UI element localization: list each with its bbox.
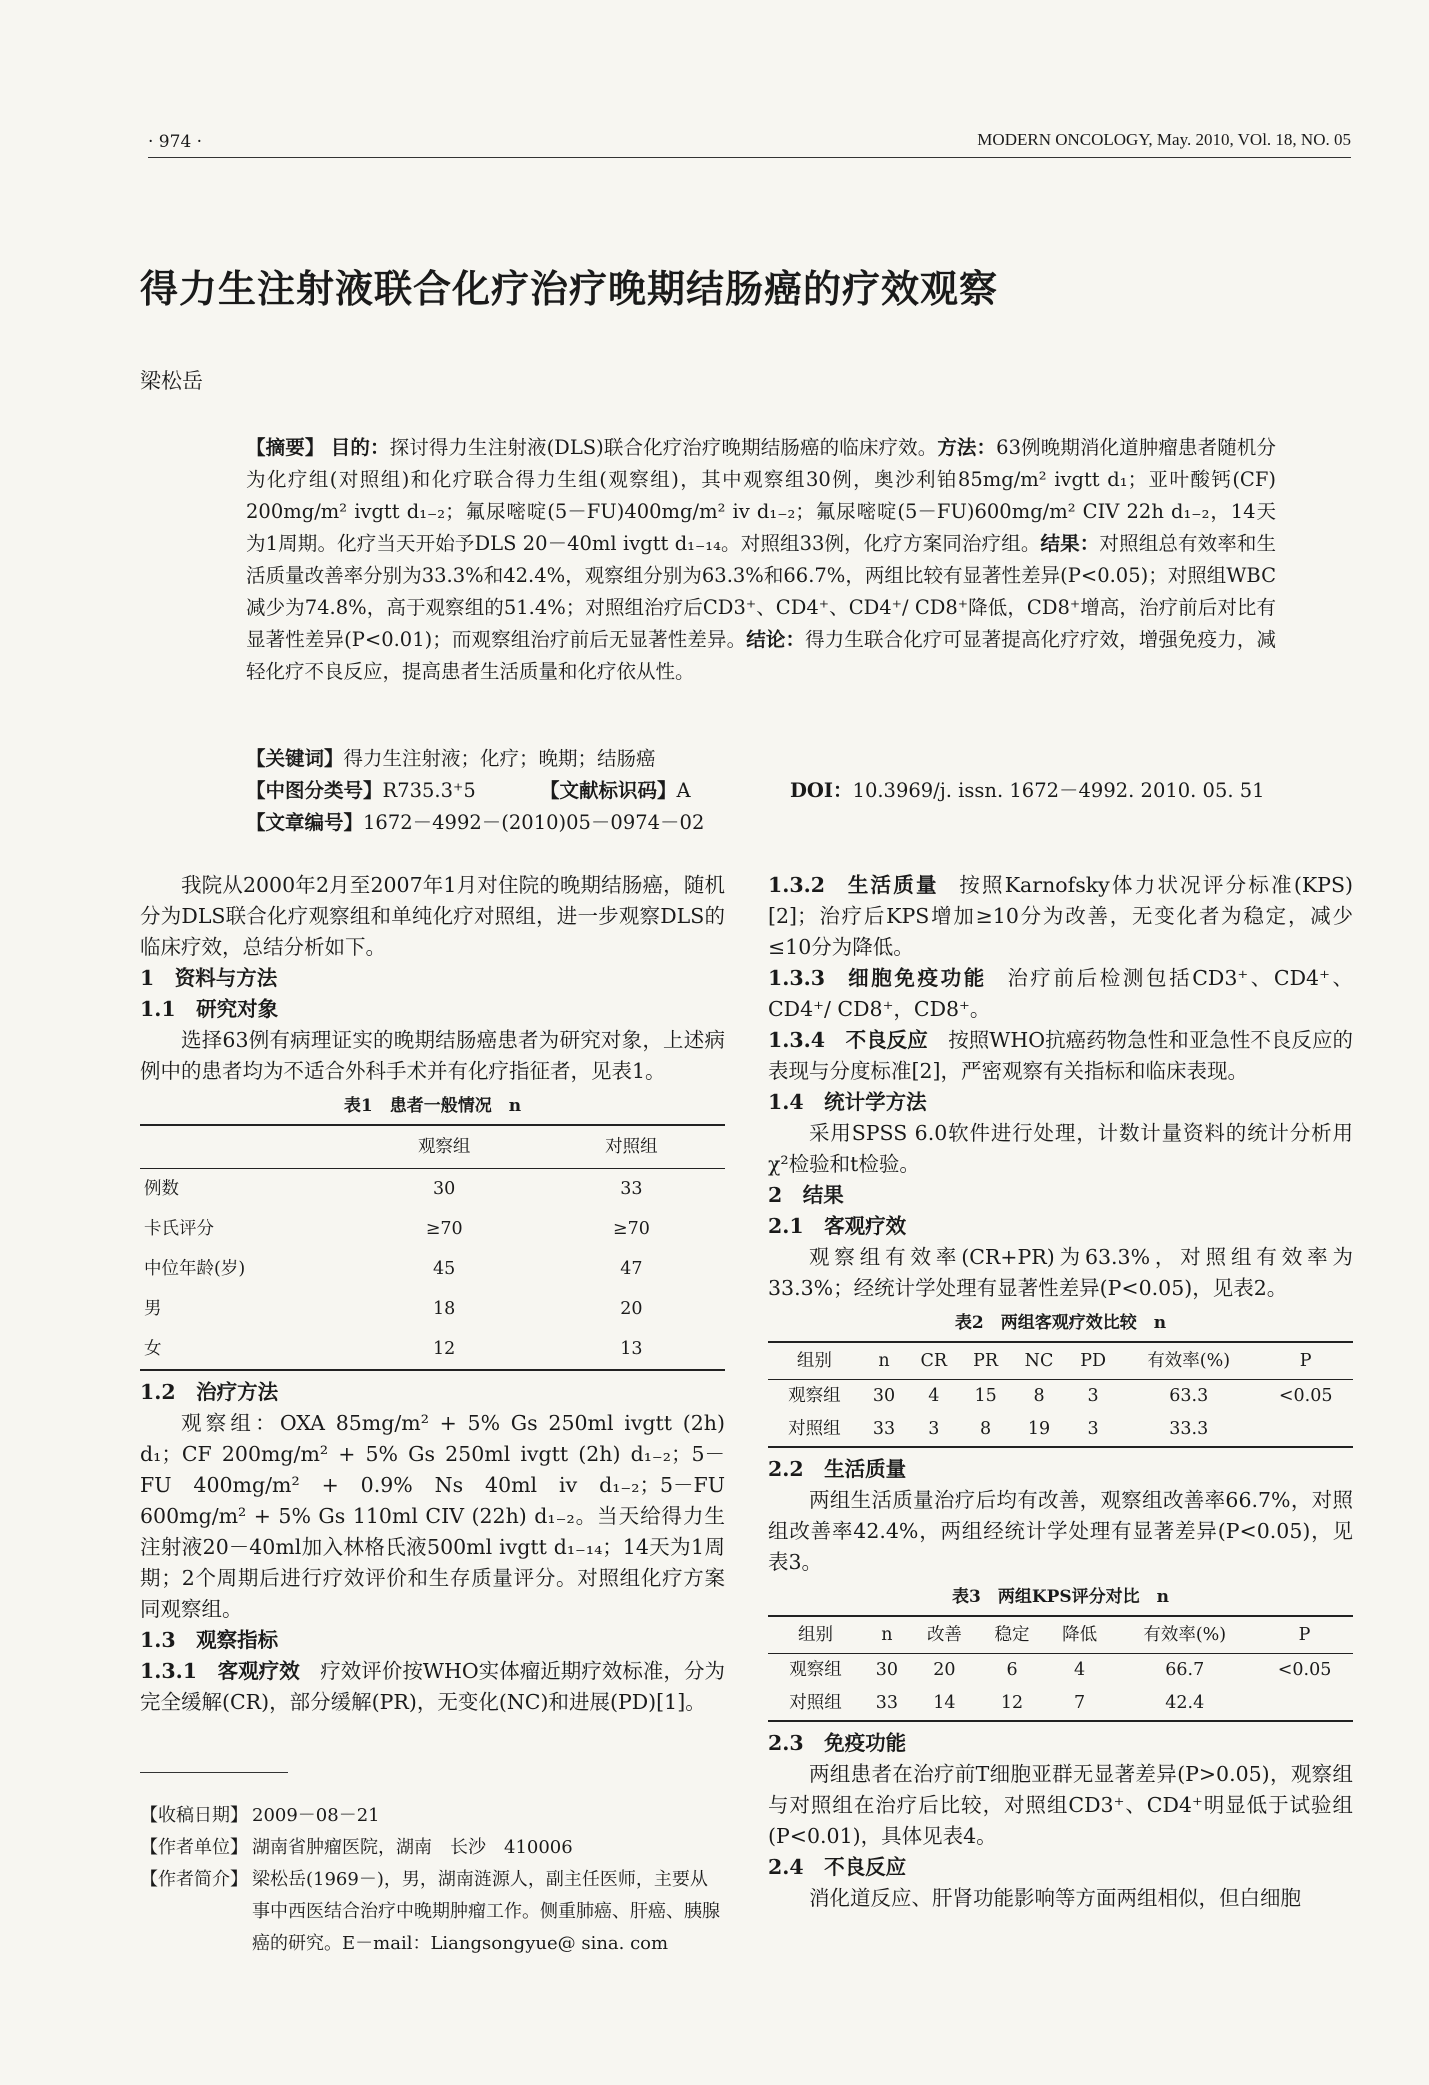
section-1-4-text: 采用SPSS 6.0软件进行处理，计数计量资料的统计分析用χ²检验和t检验。 xyxy=(768,1121,1353,1176)
table-2-caption: 表2 两组客观疗效比较 n xyxy=(954,1313,1167,1333)
footnote-rule xyxy=(140,1772,288,1773)
table-2: 组别 n CR PR NC PD 有效率(%) P 观察组 30 4 15 8 3 63.3 <0.05 对照组 33 3 8 19 3 33.3 xyxy=(768,1341,1353,1448)
table-3-caption: 表3 两组KPS评分对比 n xyxy=(951,1587,1170,1607)
section-2-heading: 2 结果 xyxy=(768,1183,844,1207)
section-1-heading: 1 资料与方法 xyxy=(140,966,278,990)
table-row: 对照组 33 3 8 19 3 33.3 xyxy=(768,1413,1353,1447)
abstract xyxy=(246,432,1276,688)
methods-label: 方法： xyxy=(937,436,997,459)
abstract-label: 【摘要】 xyxy=(246,436,325,459)
section-1-1-text: 选择63例有病理证实的晚期结肠癌患者为研究对象，上述病例中的患者均为不适合外科手术并有化疗指征者，见表1。 xyxy=(140,1028,725,1083)
keywords: 【关键词】得力生注射液；化疗；晚期；结肠癌 xyxy=(246,747,656,770)
doi: DOI：10.3969/j. issn. 1672－4992. 2010. 05. 51 xyxy=(790,779,1265,802)
conclusion-text: 得力生联合化疗可显著提高化疗疗效，增强免疫力，减轻化疗不良反应，提高患者生活质量和化疗依从性。 xyxy=(246,628,1276,683)
objective-label: 目的： xyxy=(330,436,390,459)
table-row: 卡氏评分 ≥70 ≥70 xyxy=(144,1218,650,1239)
results-text: 对照组总有效率和生活质量改善率分别为33.3%和42.4%，观察组分别为63.3%和66.7%，两组比较有显著性差异(P<0.05)；对照组WBC减少为74.8%，高于观察组的51.4%；对照组治疗后CD3⁺、CD4⁺、CD4⁺/ CD8⁺降低，CD8⁺增高，治疗前后对比有显著性差异(P<0.01)；而观察组治疗前后无显著性差异。 xyxy=(246,532,1276,651)
classification: 【中图分类号】R735.3⁺5 xyxy=(246,779,476,802)
section-2-3-text: 两组患者在治疗前T细胞亚群无显著差异(P>0.05)，观察组与对照组在治疗后比较，对照组CD3⁺、CD4⁺明显低于试验组(P<0.01)，具体见表4。 xyxy=(768,1762,1353,1848)
running-header: MODERN ONCOLOGY, May. 2010, VOl. 18, NO. 05 xyxy=(977,130,1351,149)
section-2-3-heading: 2.3 免疫功能 xyxy=(768,1731,907,1755)
table-row: 男 18 20 xyxy=(144,1298,643,1319)
methods-text: 63例晚期消化道肿瘤患者随机分为化疗组(对照组)和化疗联合得力生组(观察组)，其中观察组30例，奥沙利铂85mg/m² ivgtt d₁；亚叶酸钙(CF) 200mg/m² ivgtt d₁₋₂；氟尿嘧啶(5－FU)400mg/m² iv d₁₋₂；氟尿嘧啶(5－FU)600mg/m² CIV 22h d₁₋₂，14天为1周期。化疗当天开始予DLS 20－40ml ivgtt d₁₋₁₄。对照组33例，化疗方案同治疗组。 xyxy=(246,436,1276,555)
footnotes: 【收稿日期】 2009－08－21 【作者单位】 湖南省肿瘤医院，湖南 长沙 410006 【作者简介】 梁松岳(1969－)，男，湖南涟源人，副主任医师，主要从事中西医结合治疗中晚期肿瘤工作。侧重肺癌、肝癌、胰腺癌的研究。E－mail：Liangsongyue@ sina. com xyxy=(140,1805,720,1954)
section-2-2-heading: 2.2 生活质量 xyxy=(768,1457,907,1481)
right-column xyxy=(768,870,1353,1914)
section-2-4-heading: 2.4 不良反应 xyxy=(768,1855,907,1879)
left-column xyxy=(140,870,725,1718)
table-row: 对照组 33 14 12 7 42.4 xyxy=(768,1687,1353,1721)
section-2-1-text: 观察组有效率(CR+PR)为63.3%，对照组有效率为33.3%；经统计学处理有显著性差异(P<0.05)，见表2。 xyxy=(768,1245,1353,1300)
author: 梁松岳 xyxy=(140,369,203,393)
section-1-3-heading: 1.3 观察指标 xyxy=(140,1628,279,1652)
section-1-1-heading: 1.1 研究对象 xyxy=(140,997,279,1021)
table-1: 观察组 对照组 例数 30 33 卡氏评分 ≥70 ≥70 中位年龄(岁) 45 47 男 18 20 女 12 13 xyxy=(140,1124,725,1371)
section-2-4-text: 消化道反应、肝肾功能影响等方面两组相似，但白细胞 xyxy=(809,1886,1301,1910)
section-1-3-1: 1.3.1 客观疗效 疗效评价按WHO实体瘤近期疗效标准，分为完全缓解(CR)，部分缓解(PR)，无变化(NC)和进展(PD)[1]。 xyxy=(140,1659,725,1714)
conclusion-label: 结论： xyxy=(746,628,806,651)
header-rule xyxy=(148,157,1351,158)
table-row: 观察组 30 20 6 4 66.7 <0.05 xyxy=(789,1660,1332,1680)
section-2-1-heading: 2.1 客观疗效 xyxy=(768,1214,907,1238)
section-1-3-4: 1.3.4 不良反应 按照WHO抗癌药物急性和亚急性不良反应的表现与分度标准[2]，严密观察有关指标和临床表现。 xyxy=(768,1028,1353,1083)
table-3: 组别 n 改善 稳定 降低 有效率(%) P 观察组 30 20 6 4 66.7 <0.05 对照组 33 14 12 7 42.4 xyxy=(768,1615,1353,1722)
intro-paragraph: 我院从2000年2月至2007年1月对住院的晚期结肠癌，随机分为DLS联合化疗观察组和单纯化疗对照组，进一步观察DLS的临床疗效，总结分析如下。 xyxy=(140,873,725,959)
section-1-2-text: 观察组：OXA 85mg/m² + 5% Gs 250ml ivgtt (2h) d₁；CF 200mg/m² + 5% Gs 250ml ivgtt (2h) d₁₋₂；5－FU 400mg/m² + 0.9% Ns 40ml iv d₁₋₂；5－FU 600mg/m² + 5% Gs 110ml CIV (22h) d₁₋₂。当天给得力生注射液20－40ml加入林格氏液500ml ivgtt d₁₋₁₄；14天为1周期；2个周期后进行疗效评价和生存质量评分。对照组化疗方案同观察组。 xyxy=(140,1411,725,1621)
table-row: 中位年龄(岁) 45 47 xyxy=(144,1258,643,1279)
article-number: 【文章编号】1672－4992－(2010)05－0974－02 xyxy=(246,811,705,834)
page-number: · 974 · xyxy=(148,132,203,152)
table-row: 观察组 30 4 15 8 3 63.3 <0.05 xyxy=(788,1386,1333,1406)
section-1-4-heading: 1.4 统计学方法 xyxy=(768,1090,927,1114)
section-1-3-3: 1.3.3 细胞免疫功能 治疗前后检测包括CD3⁺、CD4⁺、CD4⁺/ CD8⁺，CD8⁺。 xyxy=(768,966,1354,1021)
results-label: 结果： xyxy=(1040,532,1100,555)
section-1-3-2: 1.3.2 生活质量 按照Karnofsky体力状况评分标准(KPS)[2]；治疗后KPS增加≥10分为改善，无变化者为稳定，减少≤10分为降低。 xyxy=(768,873,1354,959)
table-row: 女 12 13 xyxy=(140,1329,725,1370)
article-title: 得力生注射液联合化疗治疗晚期结肠癌的疗效观察 xyxy=(140,266,999,311)
section-1-2-heading: 1.2 治疗方法 xyxy=(140,1380,279,1404)
section-2-2-text: 两组生活质量治疗后均有改善，观察组改善率66.7%，对照组改善率42.4%，两组经统计学处理有显著差异(P<0.05)，见表3。 xyxy=(768,1488,1353,1574)
table-1-caption: 表1 患者一般情况 n xyxy=(343,1096,522,1116)
objective-text: 探讨得力生注射液(DLS)联合化疗治疗晚期结肠癌的临床疗效。 xyxy=(389,436,938,459)
table-row: 例数 30 33 xyxy=(144,1178,643,1199)
document-code: 【文献标识码】A xyxy=(540,779,691,802)
